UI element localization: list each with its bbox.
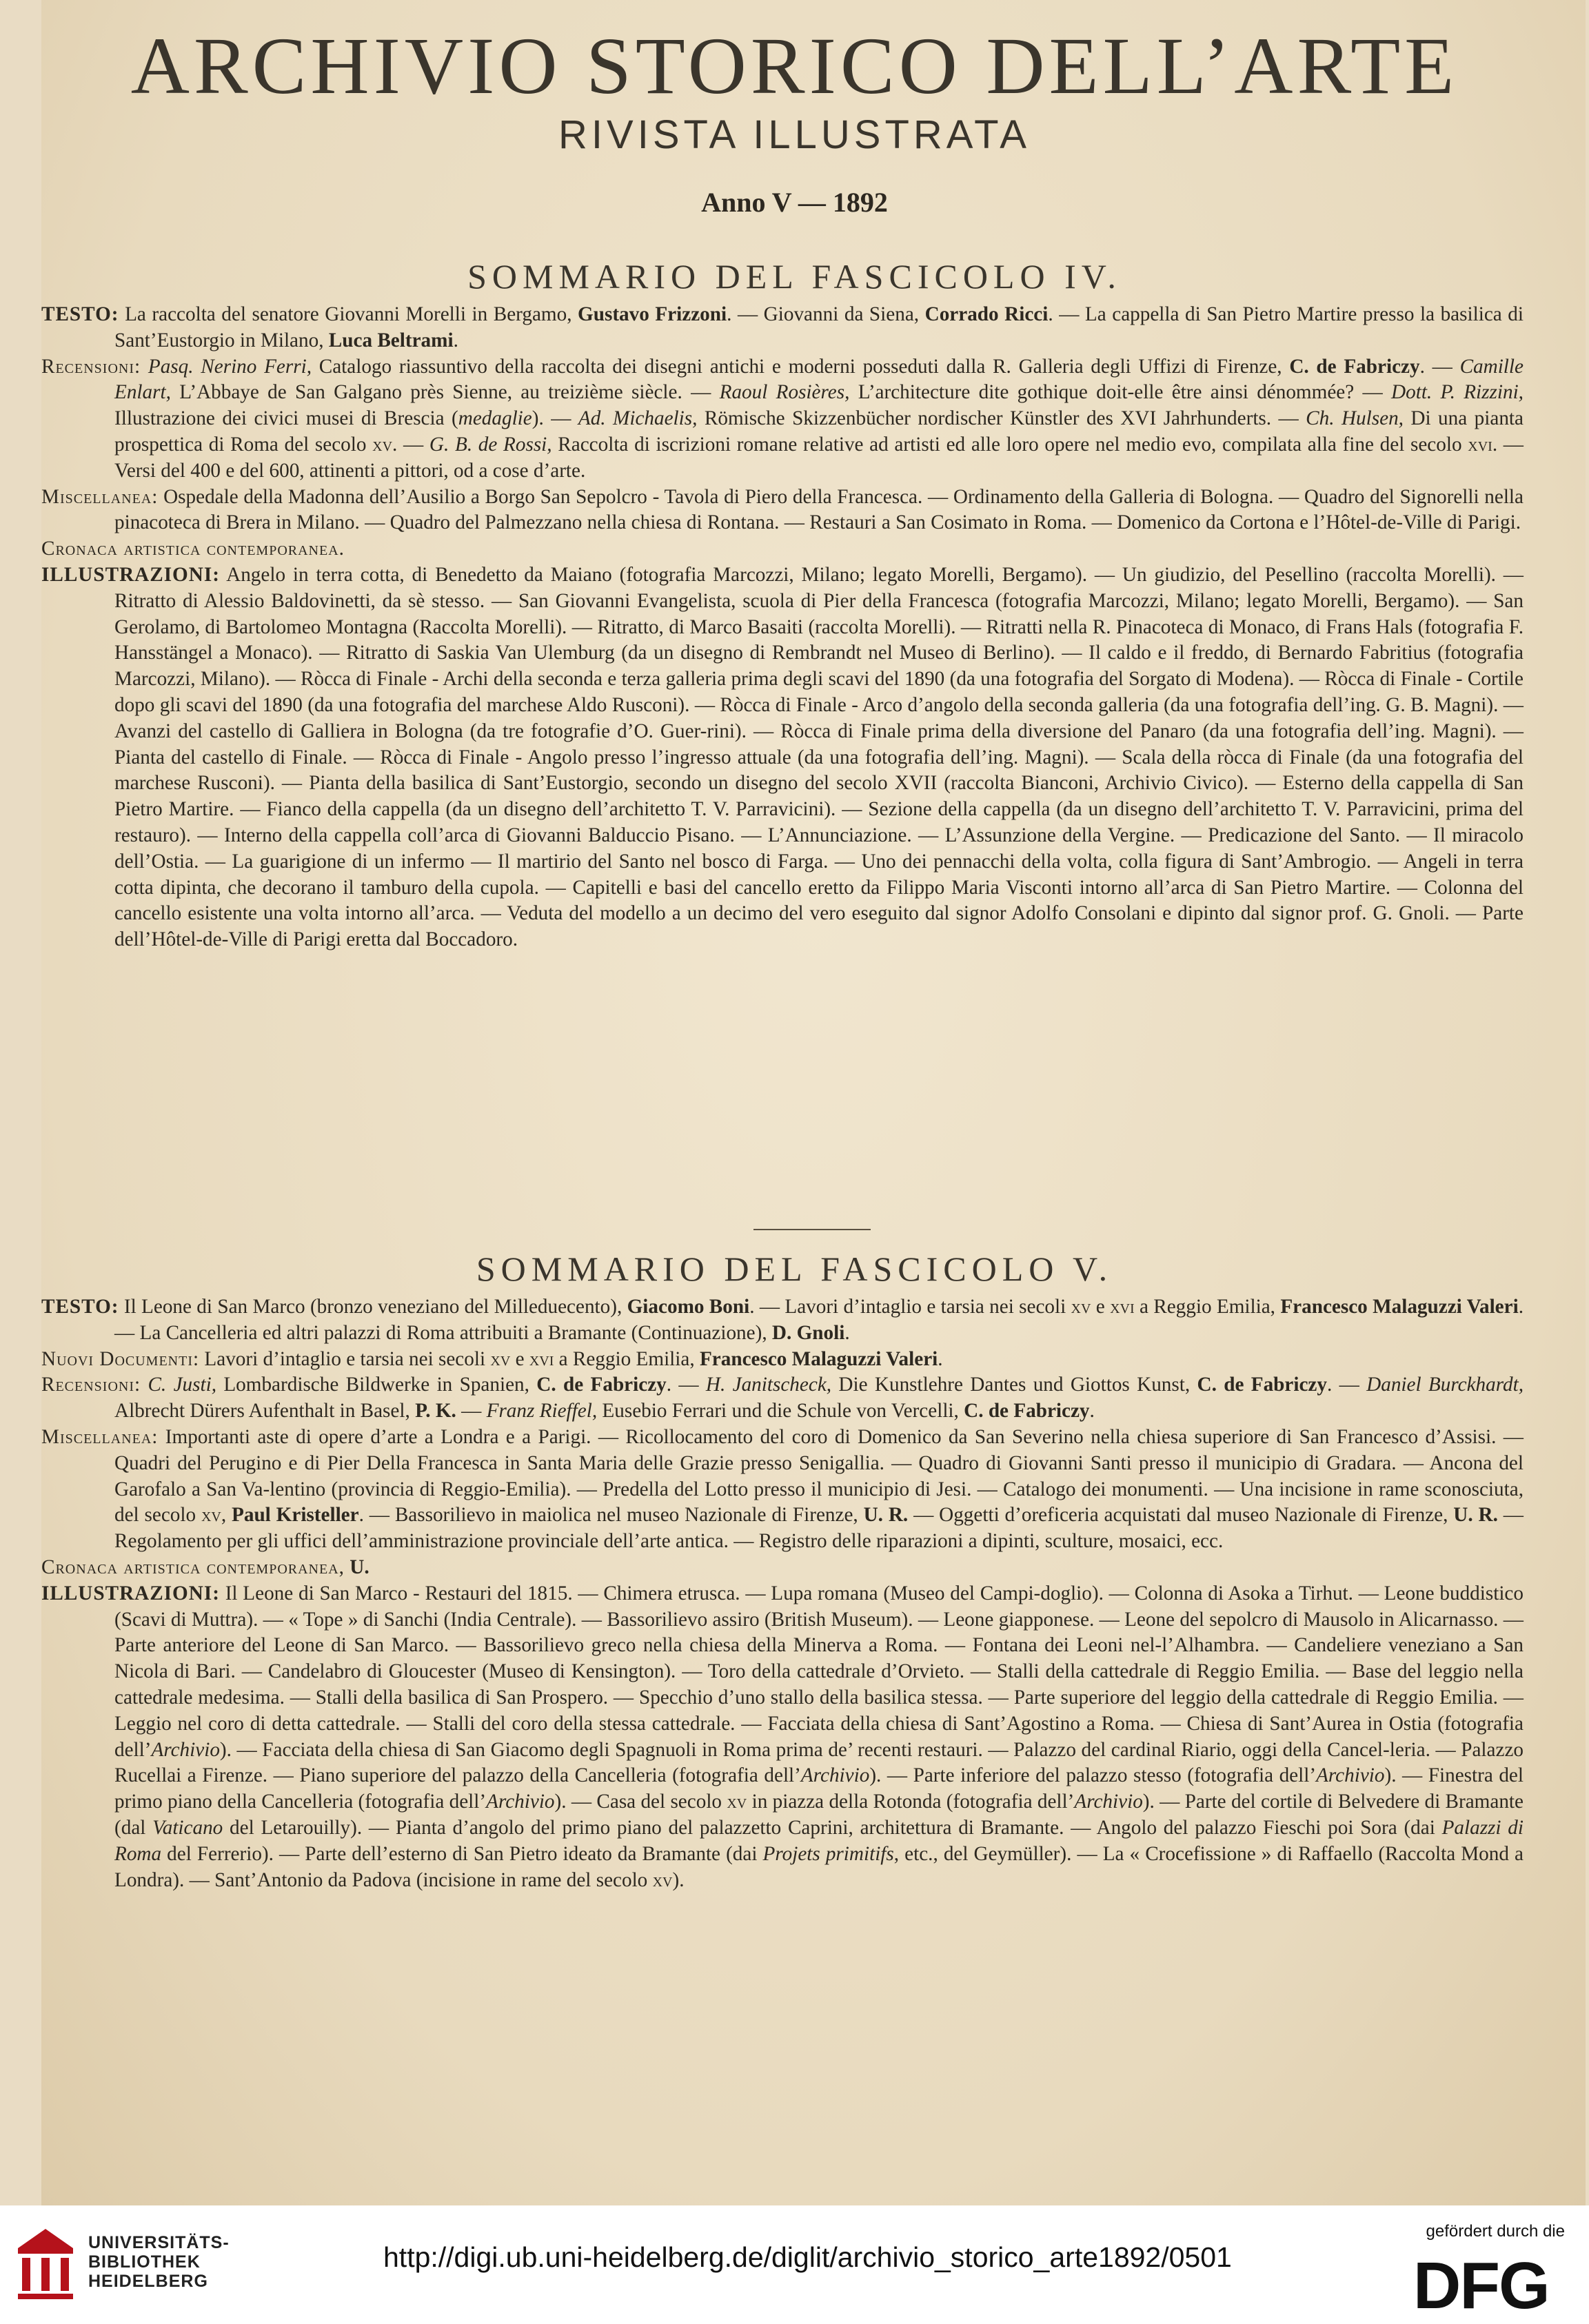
cited-term: Archivio [800,1764,870,1787]
entry-text: ). — [532,407,578,430]
cited-term: Palazzi di Roma [114,1816,1524,1865]
entry-text: a Reggio Emilia, [554,1347,700,1370]
entry-text: L’Abbaye de San Galgano près Sienne, au treizième siècle. — [170,381,720,404]
entry-text: . [1089,1400,1095,1423]
entry-text: La raccolta del senatore Giovanni Morelli in Bergamo, [119,303,578,325]
entry-recensioni [41,354,1524,485]
journal-subtitle: RIVISTA ILLUSTRATA [558,112,1031,157]
cited-author: Raoul Rosières, [719,381,850,404]
section-divider [753,1229,871,1230]
cited-author: Daniel Burckhardt, [1366,1374,1524,1396]
entry-text: , etc., del Geymüller). — La « Crocefissione » di Raffaello (Raccolta Mond a Londra). — Sant’Antonio da Padova (incisione in rame del secolo [114,1842,1524,1891]
cited-term: Projets primitifs [762,1842,894,1865]
cited-author: Franz Rieffel, [486,1400,598,1423]
entry-text: Die Kunstlehre Dantes und Giottos Kunst, [831,1374,1197,1396]
century-numeral: xv [1071,1296,1091,1318]
permalink-url[interactable]: http://digi.ub.uni-heidelberg.de/diglit/archivio_storico_arte1892/0501 [383,2241,1232,2273]
heading-fascicolo-iv: SOMMARIO DEL FASCICOLO IV. [467,257,1122,296]
author-name: Francesco Malaguzzi Valeri [699,1347,938,1370]
heading-fascicolo-v: SOMMARIO DEL FASCICOLO V. [476,1250,1113,1288]
entry-text: . — Lavori d’intaglio e tarsia nei secoli [749,1296,1071,1318]
entry-testo [41,1294,1524,1347]
entry-text: Albrecht Dürers Aufenthalt in Basel, [114,1400,416,1423]
entry-text: ). [672,1868,685,1891]
university-library-name [88,2233,230,2291]
entry-text: . — [1419,355,1460,378]
entry-label: Miscellanea: [41,485,159,508]
entry-text: ). — Parte inferiore del palazzo stesso (fotografia dell’ [869,1764,1317,1787]
century-numeral: xv [727,1791,747,1813]
century-numeral: xv [490,1347,511,1370]
author-name: U. [350,1556,370,1578]
entry-text: — Regolamento per gli uffici dell’amministrazione provinciale dell’arte antica. — Registro delle riparazioni a dipinti, sculture, mosaici, ecc. [114,1504,1524,1553]
entry-text: . — Versi del 400 e del 600, attinenti a pittori, od a cose d’arte. [114,433,1524,482]
author-name: P. K. [415,1400,456,1423]
contents-fascicolo-iv [41,302,1524,953]
entry-label: ILLUSTRAZIONI: [41,563,220,586]
entry-text: . [844,1321,850,1344]
author-name: C. de Fabriczy [1197,1374,1327,1396]
century-numeral: xv [201,1504,221,1527]
cited-term: Archivio [1316,1764,1385,1787]
entry-cronaca [41,536,1524,562]
entry-text: del Ferrerio). — Parte dell’esterno di San Pietro ideato da Bramante (dai [161,1842,763,1865]
author-name: U. R. [1453,1504,1498,1527]
entry-text: Römische Skizzenbücher nordischer Künstler des XVI Jahrhunderts. — [697,407,1306,430]
entry-text: . — La cappella di San Pietro Martire presso la basilica di Sant’Eustorgio in Milano, [114,303,1524,351]
entry-text: Ospedale della Madonna dell’Ausilio a Borgo San Sepolcro - Tavola di Piero della Francesca. — Ordinamento della Galleria di Bologna. — Quadro del Signorelli nella pinacoteca di Brera in Milano. — Quadro del Palmezzano nella chiesa di Rontana. — Restauri a San Cosimato in Roma. — Domenico da Cortona e l’Hôtel-de-Ville di Parigi. [114,485,1524,534]
century-numeral: xvi [529,1347,554,1370]
century-numeral: xv [372,433,393,456]
entry-text: . [938,1347,943,1370]
entry-text: ). — Casa del secolo [554,1791,727,1813]
cited-term: medaglie [458,407,532,430]
contents-fascicolo-v [41,1294,1524,1893]
cited-author: Ch. Hulsen, [1306,407,1404,430]
entry-text: Importanti aste di opere d’arte a Londra e a Parigi. — Ricollocamento del coro di Domenico da San Severino nella chiesa superiore di San Francesco d’Assisi. — Quadri del Perugino e di Pier Della Francesca in Santa Maria delle Grazie presso Senigallia. — Quadro di Giovanni Santi presso il municipio di Gradara. — Ancona del Garofalo a San Va-lentino (provincia di Reggio-Emilia). — Predella del Lotto presso il municipio di Jesi. — Catalogo dei monumenti. — Una incisione in rame sconosciuta, del secolo [114,1425,1524,1527]
entry-text: — [456,1400,487,1423]
entry-label: ILLUSTRAZIONI: [41,1582,220,1604]
author-name: Luca Beltrami [328,329,454,351]
entry-label: Miscellanea: [41,1425,159,1448]
cited-term: Vaticano [152,1816,223,1839]
entry-label: Recensioni: [41,1374,141,1396]
cited-author: H. Janitscheck, [705,1374,832,1396]
author-name: U. R. [863,1504,909,1527]
entry-label: TESTO: [41,1296,119,1318]
entry-label: Cronaca artistica contemporanea, [41,1556,345,1578]
entry-text: . — La Cancelleria ed altri palazzi di Roma attribuiti a Bramante (Continuazione), [114,1296,1524,1344]
entry-text: del Letarouilly). — Pianta d’angolo del primo piano del palazzetto Caprini, architettura di Bramante. — Angolo del palazzo Fieschi poi Sora (dai [223,1816,1442,1839]
cited-author: C. Justi, [148,1374,216,1396]
university-library-logo-icon [12,2225,79,2302]
century-numeral: xvi [1110,1296,1135,1318]
author-name: Gustavo Frizzoni [578,303,727,325]
cited-author: Camille Enlart, [114,355,1524,404]
cited-term: Archivio [486,1791,555,1813]
author-name: Francesco Malaguzzi Valeri [1280,1296,1519,1318]
century-numeral: xv [652,1868,673,1891]
entry-illustrazioni [41,1581,1524,1894]
entry-label: Nuovi Documenti: [41,1347,200,1370]
entry-text: — Oggetti d’oreficeria acquistati dal museo Nazionale di Firenze, [908,1504,1454,1527]
cited-author: G. B. de Rossi, [429,433,552,456]
journal-title: ARCHIVIO STORICO DELL’ARTE [130,21,1459,111]
entry-testo [41,302,1524,354]
author-name: Corrado Ricci [924,303,1049,325]
entry-text: , [221,1504,232,1527]
entry-text: L’architecture dite gothique doit-elle être ainsi dénommée? — [849,381,1392,404]
entry-text: a Reggio Emilia, [1134,1296,1281,1318]
dfg-logo: DFG [1413,2249,1549,2323]
entry-text: Lavori d’intaglio e tarsia nei secoli [199,1347,491,1370]
entry-text: . — [666,1374,706,1396]
author-name: D. Gnoli [771,1321,845,1344]
author-name: Giacomo Boni [627,1296,750,1318]
logo-line: UNIVERSITÄTS- [88,2233,230,2252]
entry-text: Di una pianta prospettica di Roma del secolo [114,407,1524,456]
entry-text: Il Leone di San Marco (bronzo veneziano del Milleduecento), [119,1296,627,1318]
cited-author: Ad. Michaelis, [578,407,698,430]
entry-text: Illustrazione dei civici musei di Brescia ( [114,407,458,430]
century-numeral: xvi [1468,433,1492,456]
entry-text: . — Bassorilievo in maiolica nel museo Nazionale di Firenze, [358,1504,864,1527]
entry-text: ). — Parte del cortile di Belvedere di Bramante (dal [114,1791,1524,1839]
cited-term: Archivio [1074,1791,1143,1813]
entry-miscellanea [41,485,1524,537]
entry-text: Lombardische Bildwerke in Spanien, [216,1374,537,1396]
author-name: C. de Fabriczy [1289,355,1420,378]
entry-text: ). — Finestra del primo piano della Cancelleria (fotografia dell’ [114,1764,1524,1813]
logo-line: HEIDELBERG [88,2272,208,2291]
entry-text: . — [392,433,429,456]
entry-text: Catalogo riassuntivo della raccolta dei disegni antichi e moderni posseduti dalla R. Galleria degli Uffizi di Firenze, [312,355,1290,378]
entry-text: . — Giovanni da Siena, [727,303,925,325]
author-name: C. de Fabriczy [964,1400,1090,1423]
entry-label: Recensioni: [41,355,141,378]
entry-text: Angelo in terra cotta, di Benedetto da Maiano (fotografia Marcozzi, Milano; legato Morelli, Bergamo). — Un giudizio, del Pesellino (raccolta Morelli). — Ritratto di Alessio Baldovinetti, da sè stesso. — San Giovanni Evangelista, scuola di Pier della Francesca (fotografia Marcozzi, Milano; legato Morelli, Bergamo). — San Gerolamo, di Bartolomeo Montagna (Raccolta Morelli). — Ritratto, di Marco Basaiti (raccolta Morelli). — Ritratti nella R. Pinacoteca di Monaco, di Frans Hals (fotografia F. Hansstängel a Monaco). — Ritratto di Saskia Van Ulemburg (da un disegno di Rembrandt nel Museo di Berlino). — Il caldo e il freddo, di Bernardo Fabritius (fotografia Marcozzi, Milano). — Ròcca di Finale - Archi della seconda e terza galleria prima degli scavi del 1890 (da una fotografia del Sorgato di Modena). — Ròcca di Finale - Cortile dopo gli scavi del 1890 (da una fotografia del marchese Aldo Rusconi). — Ròcca di Finale - Arco d’angolo della seconda galleria (da una fotografia dell’ing. G. B. Magni). — Avanzi del castello di Galliera in Bologna (da tre fotografie d’O. Guer-rini). — Ròcca di Finale prima della diversione del Panaro (da una fotografia dell’ing. Magni). — Pianta del castello di Finale. — Ròcca di Finale - Angolo presso l’ingresso attuale (da una fotografia dell’ing. Magni). — Scala della ròcca di Finale (da una fotografia del marchese Rusconi). — Pianta della basilica di Sant’Eustorgio, secondo un disegno del secolo XVII (raccolta Bianconi, Archivio Civico). — Esterno della cappella di San Pietro Martire. — Fianco della cappella (da un disegno dell’architetto T. V. Parravicini). — Sezione della cappella (da un disegno dell’architetto T. V. Parravicini, prima del restauro). — Interno della cappella coll’arca di Giovanni Balduccio Pisano. — L’Annunciazione. — L’Assunzione della Vergine. — Predicazione del Santo. — Il miracolo dell’Ostia. — La guarigione di un infermo — Il martirio del Santo nel bosco di Farga. — Uno dei pennacchi della volta, colla figura di Sant’Ambrogio. — Angeli in terra cotta dipinta, che decorano il tamburo della cupola. — Capitelli e basi del cancello eretto da Filippo Maria Visconti intorno all’arca di San Pietro Martire. — Colonna del cancello esistente una volta intorno all’arca. — Veduta del modello a un decimo del vero eseguito dal signor Adolfo Consolani e dipinto dal signor prof. G. Gnoli. — Parte dell’Hôtel-de-Ville di Parigi eretta dal Boccadoro. [114,563,1524,951]
entry-miscellanea [41,1425,1524,1555]
journal-year: Anno V — 1892 [701,187,888,218]
cited-author: Dott. P. Rizzini, [1391,381,1524,404]
author-name: C. de Fabriczy [536,1374,667,1396]
entry-nuovi-documenti [41,1347,1524,1373]
entry-cronaca [41,1555,1524,1581]
entry-text: in piazza della Rotonda (fotografia dell’ [747,1791,1075,1813]
entry-text: ). — Facciata della chiesa di San Giacomo degli Spagnuoli in Roma prima de’ recenti restauri. — Palazzo del cardinal Riario, oggi della Cancel-leria. — Palazzo Rucellai a Firenze. — Piano superiore del palazzo della Cancelleria (fotografia dell’ [114,1738,1524,1787]
logo-line: BIBLIOTHEK [88,2252,201,2272]
sponsor-text: gefördert durch die [1426,2222,1565,2241]
entry-label: Cronaca artistica contemporanea. [41,538,345,560]
entry-label: TESTO: [41,303,119,325]
entry-text: e [510,1347,529,1370]
cited-term: Archivio [151,1738,220,1761]
author-name: Paul Kristeller [232,1504,359,1527]
entry-text: e [1091,1296,1111,1318]
entry-text: Raccolta di iscrizioni romane relative ad artisti ed alle loro opere nel medio evo, compilata alla fine del secolo [551,433,1468,456]
entry-text: Eusebio Ferrari und die Schule von Vercelli, [597,1400,964,1423]
footer-bar [0,2205,1589,2321]
entry-text: Il Leone di San Marco - Restauri del 1815. — Chimera etrusca. — Lupa romana (Museo del Campi-doglio). — Colonna di Asoka a Tirhut. — Leone buddistico (Scavi di Muttra). — « Tope » di Sanchi (India Centrale). — Bassorilievo assiro (British Museum). — Leone giapponese. — Leone del sepolcro di Mausolo in Alicarnasso. — Parte anteriore del Leone di San Marco. — Bassorilievo greco nella chiesa della Minerva a Roma. — Fontana dei Leoni nel-l’Alhambra. — Candeliere veneziano a San Nicola di Bari. — Candelabro di Gloucester (Museo di Kensington). — Toro della cattedrale d’Orvieto. — Stalli della cattedrale di Reggio Emilia. — Base del leggio nella cattedrale medesima. — Stalli della basilica di San Prospero. — Specchio d’uno stallo della basilica stessa. — Parte superiore del leggio della cattedrale di Reggio Emilia. — Leggio nel coro di detta cattedrale. — Stalli del coro della stessa cattedrale. — Facciata della chiesa di Sant’Agostino a Roma. — Chiesa di Sant’Aurea in Ostia (fotografia dell’ [114,1582,1524,1761]
cited-author: Pasq. Nerino Ferri, [148,355,312,378]
entry-text: . — [1326,1374,1367,1396]
entry-illustrazioni [41,562,1524,953]
entry-text: . [453,329,458,351]
entry-recensioni [41,1372,1524,1425]
